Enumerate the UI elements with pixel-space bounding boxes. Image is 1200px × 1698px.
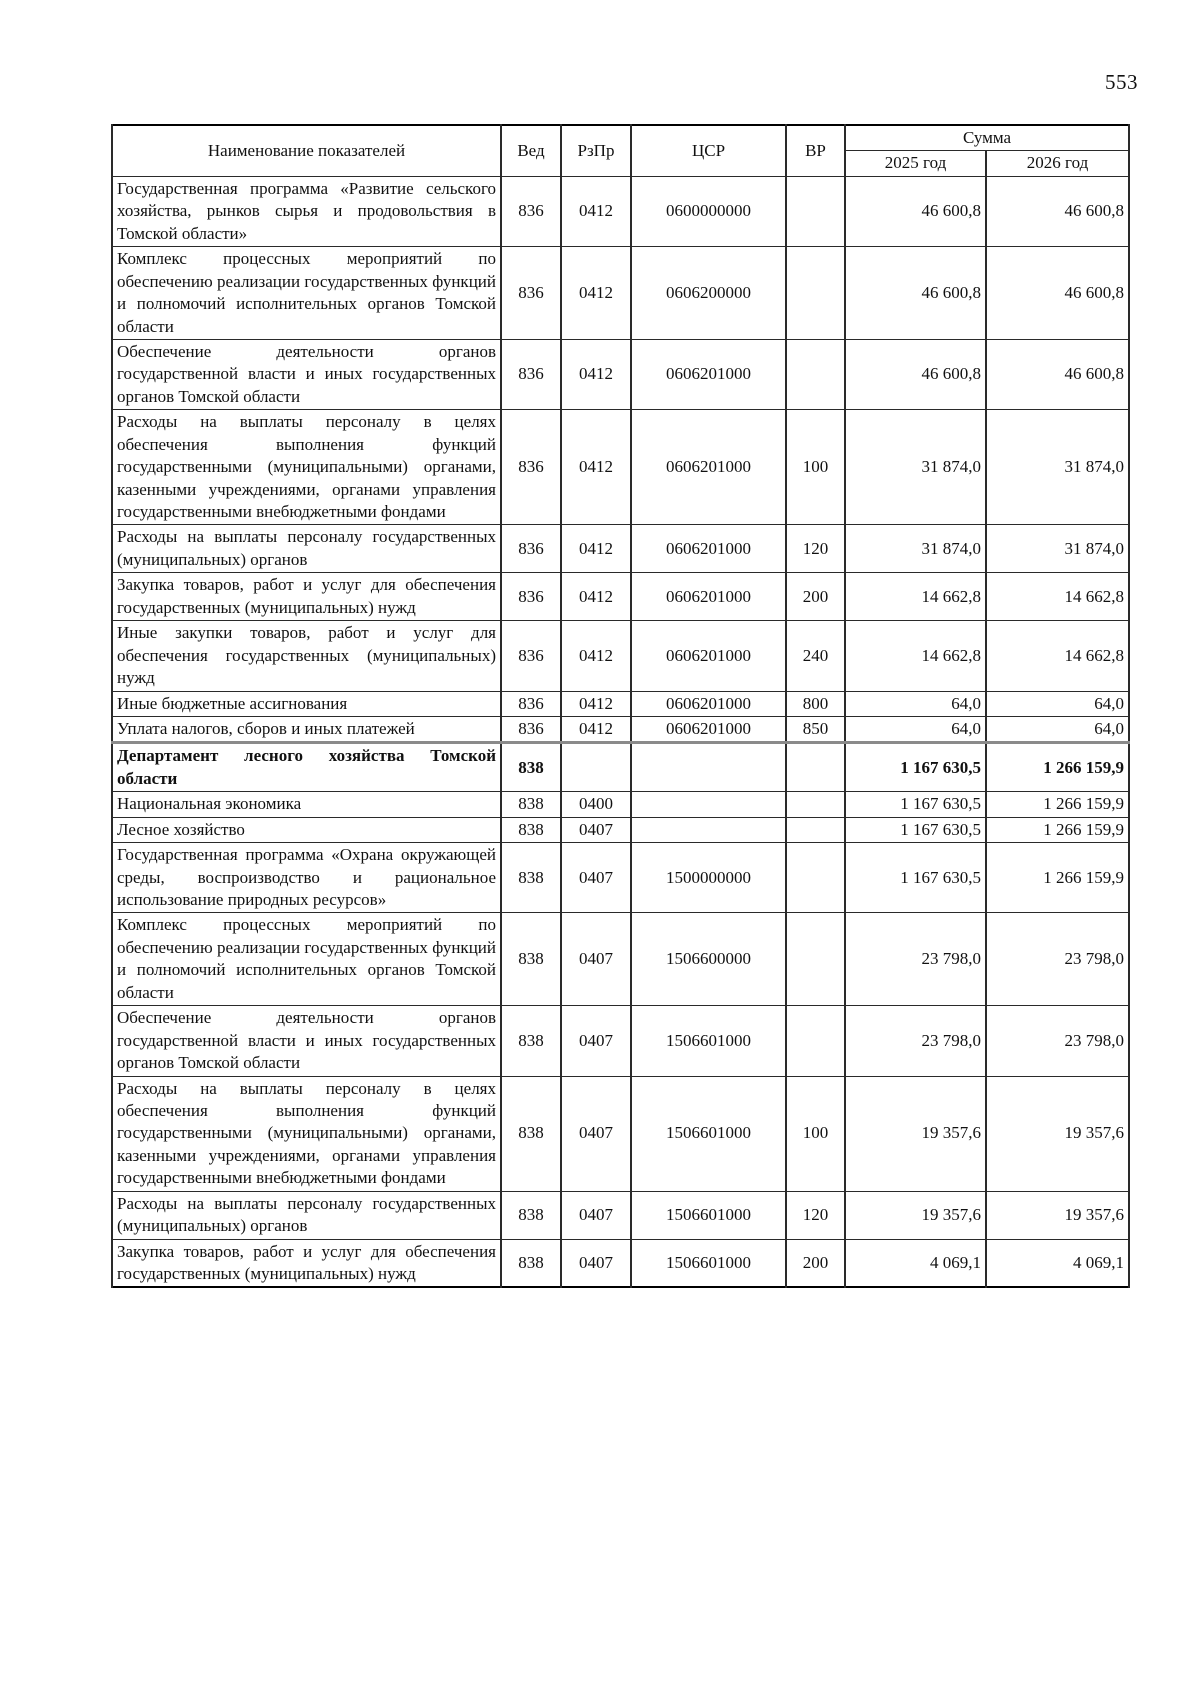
- header-year-2025: 2025 год: [845, 151, 986, 176]
- cell-ved: 838: [501, 1239, 561, 1287]
- cell-sum-2025: 64,0: [845, 691, 986, 716]
- cell-name: Лесное хозяйство: [112, 817, 501, 842]
- cell-sum-2025: 64,0: [845, 716, 986, 742]
- cell-ved: 836: [501, 716, 561, 742]
- cell-sum-2026: 46 600,8: [986, 247, 1129, 340]
- cell-csr: 0606201000: [631, 716, 786, 742]
- cell-name: Иные бюджетные ассигнования: [112, 691, 501, 716]
- table-row: [112, 410, 1129, 525]
- cell-vr: [786, 247, 845, 340]
- cell-ved: 838: [501, 1191, 561, 1239]
- cell-vr: 100: [786, 1076, 845, 1191]
- cell-sum-2026: 14 662,8: [986, 621, 1129, 691]
- cell-sum-2025: 4 069,1: [845, 1239, 986, 1287]
- cell-sum-2026: 46 600,8: [986, 176, 1129, 246]
- header-rzpr: РзПр: [561, 125, 631, 176]
- table-row: [112, 1076, 1129, 1191]
- cell-ved: 838: [501, 817, 561, 842]
- cell-vr: 100: [786, 410, 845, 525]
- cell-csr: 1506601000: [631, 1076, 786, 1191]
- table-header-row-1: [112, 125, 1129, 151]
- cell-name: Закупка товаров, работ и услуг для обеспечения государственных (муниципальных) нужд: [112, 1239, 501, 1287]
- cell-csr: [631, 743, 786, 792]
- cell-sum-2026: 31 874,0: [986, 525, 1129, 573]
- cell-csr: [631, 792, 786, 817]
- cell-vr: [786, 792, 845, 817]
- cell-name: Уплата налогов, сборов и иных платежей: [112, 716, 501, 742]
- cell-rzpr: 0412: [561, 525, 631, 573]
- cell-ved: 838: [501, 913, 561, 1006]
- cell-vr: [786, 913, 845, 1006]
- cell-name: Комплекс процессных мероприятий по обеспечению реализации государственных функций и полномочий исполнительных органов Томской области: [112, 913, 501, 1006]
- cell-sum-2026: 4 069,1: [986, 1239, 1129, 1287]
- cell-name: Закупка товаров, работ и услуг для обеспечения государственных (муниципальных) нужд: [112, 573, 501, 621]
- cell-csr: 0606201000: [631, 573, 786, 621]
- cell-name: Обеспечение деятельности органов государственной власти и иных государственных органов Томской области: [112, 339, 501, 409]
- cell-ved: 836: [501, 573, 561, 621]
- cell-sum-2025: 46 600,8: [845, 339, 986, 409]
- cell-sum-2025: 1 167 630,5: [845, 817, 986, 842]
- cell-csr: 1506601000: [631, 1006, 786, 1076]
- cell-name: Департамент лесного хозяйства Томской области: [112, 743, 501, 792]
- table-header: [112, 125, 1129, 176]
- cell-rzpr: 0407: [561, 1191, 631, 1239]
- cell-vr: 120: [786, 1191, 845, 1239]
- cell-sum-2026: 1 266 159,9: [986, 743, 1129, 792]
- cell-sum-2025: 14 662,8: [845, 621, 986, 691]
- cell-sum-2026: 1 266 159,9: [986, 817, 1129, 842]
- header-year-2026: 2026 год: [986, 151, 1129, 176]
- cell-ved: 838: [501, 1006, 561, 1076]
- table-row: [112, 1191, 1129, 1239]
- cell-sum-2026: 64,0: [986, 691, 1129, 716]
- cell-sum-2026: 46 600,8: [986, 339, 1129, 409]
- cell-sum-2026: 19 357,6: [986, 1191, 1129, 1239]
- cell-rzpr: 0412: [561, 716, 631, 742]
- cell-sum-2026: 23 798,0: [986, 913, 1129, 1006]
- cell-sum-2025: 1 167 630,5: [845, 792, 986, 817]
- cell-sum-2026: 1 266 159,9: [986, 843, 1129, 913]
- cell-rzpr: 0412: [561, 691, 631, 716]
- table-row: [112, 817, 1129, 842]
- cell-csr: 0600000000: [631, 176, 786, 246]
- cell-csr: 0606201000: [631, 525, 786, 573]
- cell-vr: 200: [786, 1239, 845, 1287]
- cell-vr: 240: [786, 621, 845, 691]
- cell-csr: 1506600000: [631, 913, 786, 1006]
- cell-sum-2025: 31 874,0: [845, 525, 986, 573]
- cell-vr: [786, 1006, 845, 1076]
- cell-ved: 836: [501, 339, 561, 409]
- cell-rzpr: 0407: [561, 1239, 631, 1287]
- cell-ved: 836: [501, 247, 561, 340]
- cell-ved: 836: [501, 176, 561, 246]
- cell-rzpr: 0412: [561, 247, 631, 340]
- table-row: [112, 913, 1129, 1006]
- table-row: [112, 176, 1129, 246]
- table-row: [112, 621, 1129, 691]
- table-row: [112, 716, 1129, 742]
- header-ved: Вед: [501, 125, 561, 176]
- cell-name: Государственная программа «Развитие сельского хозяйства, рынков сырья и продовольствия в Томской области»: [112, 176, 501, 246]
- table-row: [112, 691, 1129, 716]
- table-row: [112, 1006, 1129, 1076]
- cell-sum-2025: 1 167 630,5: [845, 843, 986, 913]
- table-body: [112, 176, 1129, 1287]
- cell-ved: 838: [501, 843, 561, 913]
- cell-vr: 850: [786, 716, 845, 742]
- table-row: [112, 525, 1129, 573]
- cell-name: Расходы на выплаты персоналу государственных (муниципальных) органов: [112, 525, 501, 573]
- cell-name: Комплекс процессных мероприятий по обеспечению реализации государственных функций и полномочий исполнительных органов Томской области: [112, 247, 501, 340]
- cell-name: Национальная экономика: [112, 792, 501, 817]
- table-row: [112, 743, 1129, 792]
- cell-vr: 800: [786, 691, 845, 716]
- table-row: [112, 573, 1129, 621]
- cell-sum-2025: 23 798,0: [845, 913, 986, 1006]
- cell-rzpr: 0407: [561, 843, 631, 913]
- header-name: Наименование показателей: [112, 125, 501, 176]
- cell-ved: 838: [501, 743, 561, 792]
- cell-sum-2026: 23 798,0: [986, 1006, 1129, 1076]
- cell-rzpr: 0412: [561, 339, 631, 409]
- table-row: [112, 247, 1129, 340]
- cell-sum-2025: 46 600,8: [845, 247, 986, 340]
- cell-sum-2026: 31 874,0: [986, 410, 1129, 525]
- cell-ved: 838: [501, 1076, 561, 1191]
- cell-vr: [786, 743, 845, 792]
- cell-rzpr: 0412: [561, 176, 631, 246]
- cell-csr: 0606201000: [631, 410, 786, 525]
- table-row: [112, 843, 1129, 913]
- cell-sum-2025: 46 600,8: [845, 176, 986, 246]
- cell-name: Расходы на выплаты персоналу в целях обеспечения выполнения функций государственными (муниципальными) органами, казенными учреждениями, органами управления государственными внебюджетными фондами: [112, 410, 501, 525]
- cell-csr: 1500000000: [631, 843, 786, 913]
- page-number: 553: [1105, 70, 1138, 94]
- cell-csr: 0606201000: [631, 339, 786, 409]
- cell-csr: 1506601000: [631, 1191, 786, 1239]
- cell-vr: 120: [786, 525, 845, 573]
- cell-rzpr: 0412: [561, 410, 631, 525]
- cell-rzpr: 0407: [561, 1006, 631, 1076]
- cell-name: Расходы на выплаты персоналу государственных (муниципальных) органов: [112, 1191, 501, 1239]
- cell-csr: 0606200000: [631, 247, 786, 340]
- header-vr: ВР: [786, 125, 845, 176]
- table-row: [112, 1239, 1129, 1287]
- cell-sum-2025: 31 874,0: [845, 410, 986, 525]
- cell-name: Иные закупки товаров, работ и услуг для обеспечения государственных (муниципальных) нужд: [112, 621, 501, 691]
- cell-sum-2025: 23 798,0: [845, 1006, 986, 1076]
- table-row: [112, 339, 1129, 409]
- table-row: [112, 792, 1129, 817]
- cell-vr: [786, 843, 845, 913]
- cell-sum-2026: 1 266 159,9: [986, 792, 1129, 817]
- cell-rzpr: 0412: [561, 573, 631, 621]
- header-summa: Сумма: [845, 125, 1129, 151]
- cell-sum-2026: 14 662,8: [986, 573, 1129, 621]
- cell-csr: 1506601000: [631, 1239, 786, 1287]
- cell-vr: [786, 339, 845, 409]
- cell-ved: 836: [501, 691, 561, 716]
- cell-csr: 0606201000: [631, 691, 786, 716]
- header-csr: ЦСР: [631, 125, 786, 176]
- cell-name: Расходы на выплаты персоналу в целях обеспечения выполнения функций государственными (муниципальными) органами, казенными учреждениями, органами управления государственными внебюджетными фондами: [112, 1076, 501, 1191]
- cell-rzpr: [561, 743, 631, 792]
- cell-sum-2026: 64,0: [986, 716, 1129, 742]
- cell-csr: 0606201000: [631, 621, 786, 691]
- cell-sum-2025: 14 662,8: [845, 573, 986, 621]
- cell-rzpr: 0407: [561, 913, 631, 1006]
- cell-ved: 838: [501, 792, 561, 817]
- cell-sum-2025: 19 357,6: [845, 1191, 986, 1239]
- cell-rzpr: 0400: [561, 792, 631, 817]
- budget-table: [111, 124, 1130, 1288]
- cell-vr: [786, 176, 845, 246]
- cell-rzpr: 0412: [561, 621, 631, 691]
- cell-sum-2026: 19 357,6: [986, 1076, 1129, 1191]
- cell-ved: 836: [501, 621, 561, 691]
- cell-sum-2025: 19 357,6: [845, 1076, 986, 1191]
- cell-vr: 200: [786, 573, 845, 621]
- cell-ved: 836: [501, 525, 561, 573]
- cell-ved: 836: [501, 410, 561, 525]
- cell-rzpr: 0407: [561, 1076, 631, 1191]
- cell-vr: [786, 817, 845, 842]
- cell-csr: [631, 817, 786, 842]
- cell-sum-2025: 1 167 630,5: [845, 743, 986, 792]
- cell-name: Государственная программа «Охрана окружающей среды, воспроизводство и рациональное использование природных ресурсов»: [112, 843, 501, 913]
- cell-rzpr: 0407: [561, 817, 631, 842]
- cell-name: Обеспечение деятельности органов государственной власти и иных государственных органов Томской области: [112, 1006, 501, 1076]
